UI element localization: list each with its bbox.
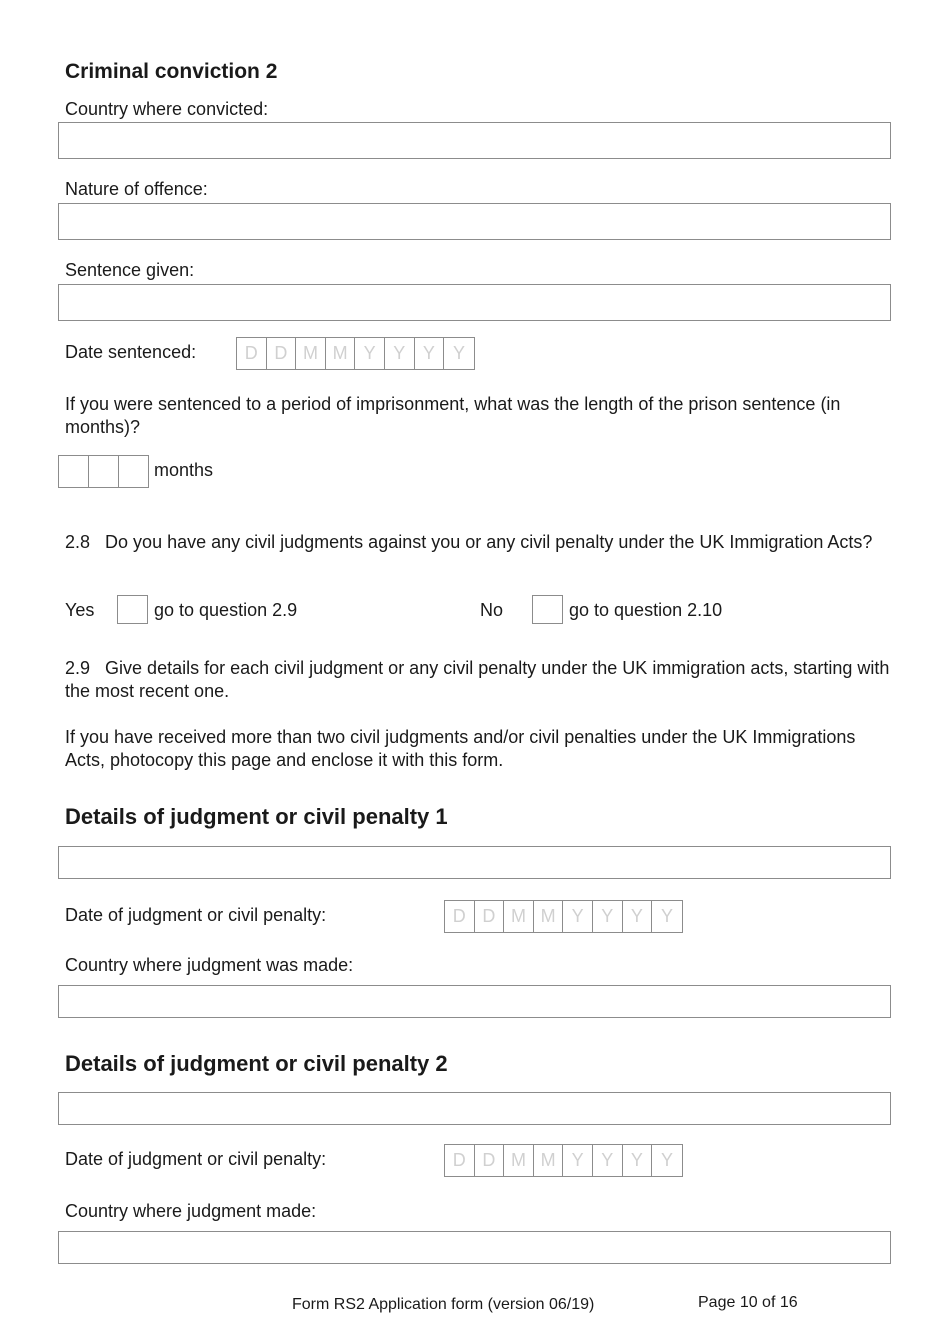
- judgment-2-country-input[interactable]: [58, 1231, 891, 1264]
- date-cell-month[interactable]: M: [534, 1145, 564, 1176]
- footer-form-name: Form RS2 Application form (version 06/19): [292, 1296, 595, 1313]
- sentence-given-label: Sentence given:: [65, 260, 195, 280]
- date-sentenced-input[interactable]: [236, 337, 475, 370]
- sentence-given-input[interactable]: [58, 284, 891, 321]
- no-checkbox[interactable]: [532, 595, 563, 624]
- date-cell-day[interactable]: D: [445, 1145, 475, 1176]
- question-2-9-number: 2.9: [65, 658, 91, 678]
- judgment-2-heading: Details of judgment or civil penalty 2: [65, 1051, 448, 1076]
- date-cell-month[interactable]: M: [504, 1145, 534, 1176]
- photocopy-note: If you have received more than two civil judgments and/or civil penalties under the UK Immigrations Acts, photocopy this page and enclose it with this form.: [65, 727, 856, 770]
- months-digit-cell[interactable]: [59, 456, 89, 487]
- question-2-8: [65, 531, 895, 554]
- date-cell-year[interactable]: Y: [385, 338, 415, 369]
- date-cell-day[interactable]: D: [475, 901, 505, 932]
- nature-of-offence-input[interactable]: [58, 203, 891, 240]
- date-cell-year[interactable]: Y: [452, 343, 465, 363]
- date-sentenced-label: Date sentenced:: [65, 342, 197, 362]
- date-cell-year[interactable]: Y: [623, 901, 653, 932]
- prison-months-input[interactable]: [58, 455, 149, 488]
- conviction-2-heading: Criminal conviction 2: [65, 60, 278, 83]
- date-cell-year[interactable]: Y: [563, 901, 593, 932]
- country-convicted-label: Country where convicted:: [65, 99, 269, 119]
- date-cell-year[interactable]: Y: [355, 338, 385, 369]
- date-cell-month[interactable]: M: [504, 901, 534, 932]
- yes-checkbox[interactable]: [117, 595, 148, 624]
- date-cell-day[interactable]: D: [475, 1145, 505, 1176]
- country-convicted-input[interactable]: [58, 122, 891, 159]
- judgment-2-details-input[interactable]: [58, 1092, 891, 1125]
- prison-length-question: If you were sentenced to a period of imprisonment, what was the length of the prison sentence (in months)?: [65, 394, 841, 437]
- months-digit-cell[interactable]: [89, 456, 119, 487]
- question-2-8-text: Do you have any civil judgments against you or any civil penalty under the UK Immigration Acts?: [105, 532, 873, 552]
- months-digit-cell[interactable]: [119, 456, 148, 487]
- judgment-2-date-input[interactable]: [444, 1144, 683, 1177]
- judgment-1-country-input[interactable]: [58, 985, 891, 1018]
- no-goto-label: go to question 2.10: [569, 600, 723, 620]
- judgment-1-date-label: Date of judgment or civil penalty:: [65, 905, 327, 925]
- date-cell-year[interactable]: Y: [623, 1145, 653, 1176]
- judgment-2-country-label: Country where judgment made:: [65, 1201, 317, 1221]
- date-cell-year[interactable]: Y: [593, 901, 623, 932]
- judgment-1-date-input[interactable]: [444, 900, 683, 933]
- date-cell-month[interactable]: M: [534, 901, 564, 932]
- yes-label: Yes: [65, 600, 95, 620]
- date-cell-day[interactable]: D: [445, 901, 475, 932]
- date-cell-month[interactable]: M: [326, 338, 356, 369]
- question-2-9-text: Give details for each civil judgment or any civil penalty under the UK immigration acts, starting with the most recent one.: [65, 658, 890, 701]
- question-2-8-number: 2.8: [65, 532, 91, 552]
- nature-of-offence-label: Nature of offence:: [65, 179, 208, 199]
- footer-page-number: Page 10 of 16: [698, 1294, 798, 1311]
- judgment-2-date-label: Date of judgment or civil penalty:: [65, 1149, 327, 1169]
- date-cell-day[interactable]: D: [267, 338, 297, 369]
- months-label: months: [154, 460, 214, 480]
- date-cell-year[interactable]: Y: [660, 1150, 673, 1170]
- date-cell-year[interactable]: Y: [563, 1145, 593, 1176]
- judgment-1-heading: Details of judgment or civil penalty 1: [65, 804, 448, 829]
- date-cell-day[interactable]: D: [237, 338, 267, 369]
- date-cell-month[interactable]: M: [296, 338, 326, 369]
- judgment-1-details-input[interactable]: [58, 846, 891, 879]
- yes-goto-label: go to question 2.9: [154, 600, 298, 620]
- judgment-1-country-label: Country where judgment was made:: [65, 955, 354, 975]
- question-2-9: [65, 657, 895, 703]
- date-cell-year[interactable]: Y: [415, 338, 445, 369]
- date-cell-year[interactable]: Y: [593, 1145, 623, 1176]
- no-label: No: [480, 600, 504, 620]
- date-cell-year[interactable]: Y: [660, 906, 673, 926]
